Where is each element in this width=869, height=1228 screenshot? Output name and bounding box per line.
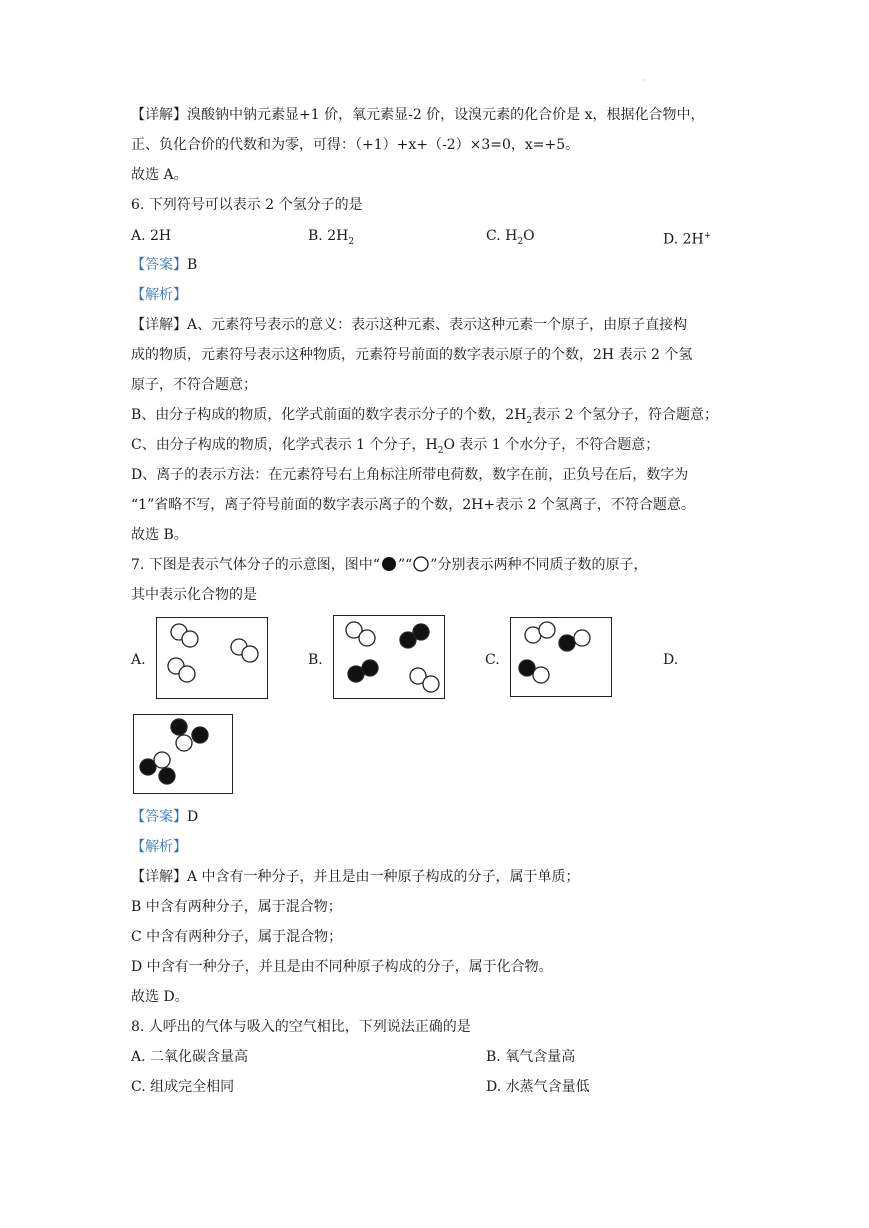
q6-detail-line: 【详解】A、元素符号表示的意义：表示这种元素、表示这种元素一个原子，由原子直接构 [131,317,688,333]
q7-diagram-d [133,714,233,794]
q6-detail-d: “1”省略不写，离子符号前面的数字表示离子的个数，2H+表示 2 个氢离子，不符合题意。 [131,497,695,513]
q7-label-d: D. [663,652,679,668]
question-6-stem: 6. 下列符号可以表示 2 个氢分子的是 [131,197,363,213]
page-mark: · [643,76,646,85]
q8-option-b: B. 氧气含量高 [486,1049,576,1065]
q6-detail-d: D、离子的表示方法：在元素符号右上角标注所带电荷数，数字在前，正负号在后，数字为 [131,467,689,483]
q6-conclusion: 故选 B。 [131,527,188,543]
q7-detail-line: C 中含有两种分子，属于混合物； [131,929,343,945]
q7-label-c: C. [485,652,500,668]
q8-option-a: A. 二氧化碳含量高 [131,1049,249,1065]
q7-label-a: A. [131,652,146,668]
q8-option-c: C. 组成完全相同 [131,1079,235,1095]
detail-line: 【详解】溴酸钠中钠元素显+1 价，氧元素显-2 价，设溴元素的化合价是 x，根据化合物中， [131,107,705,123]
question-8-stem: 8. 人呼出的气体与吸入的空气相比，下列说法正确的是 [131,1019,471,1035]
q6-detail-c: C、由分子构成的物质，化学式表示 1 个分子，$H_2O$ 表示 1 个水分子，不符合题意； [131,437,660,456]
black-atom-icon [380,556,398,572]
q7-detail-line: B 中含有两种分子，属于混合物； [131,899,342,915]
q7-conclusion: 故选 D。 [131,989,189,1005]
q6-option-c: C. $H_2O$ [486,228,535,247]
q6-option-d: D. 2H+ [663,231,712,248]
detail-line: 正、负化合价的代数和为零，可得：（+1）+x+（-2）×3=0，x=+5。 [131,137,580,153]
q6-detail-b: B、由分子构成的物质，化学式前面的数字表示分子的个数，$2H_2$表示 2 个氢分子，符合题意； [131,407,718,426]
question-7-stem: 其中表示化合物的是 [131,587,257,603]
q7-diagram-a [156,617,268,699]
q6-option-b: B. $2H_2$ [308,228,355,247]
q6-answer: 【答案】B [131,257,198,273]
q6-option-a: A. 2H [131,228,172,244]
q7-detail-line: D 中含有一种分子，并且是由不同种原子构成的分子，属于化合物。 [131,959,553,975]
white-atom-icon [412,556,430,572]
q6-detail-line: 成的物质，元素符号表示这种物质，元素符号前面的数字表示原子的个数，2H 表示 2 个氢 [131,347,693,363]
q6-detail-line: 原子，不符合题意； [131,377,257,393]
q7-diagram-b [333,615,445,699]
q7-label-b: B. [308,652,323,668]
q8-option-d: D. 水蒸气含量低 [486,1079,590,1095]
q7-answer: 【答案】D [131,809,199,825]
conclusion-line: 故选 A。 [131,167,188,183]
q7-diagram-c [510,617,612,697]
q6-analysis-tag: 【解析】 [131,287,187,303]
question-7-stem: 7. 下图是表示气体分子的示意图，图中“ ”“ ”分别表示两种不同质子数的原子， [131,557,648,573]
q7-analysis-tag: 【解析】 [131,839,187,855]
q7-detail-line: 【详解】A 中含有一种分子，并且是由一种原子构成的分子，属于单质； [131,869,580,885]
